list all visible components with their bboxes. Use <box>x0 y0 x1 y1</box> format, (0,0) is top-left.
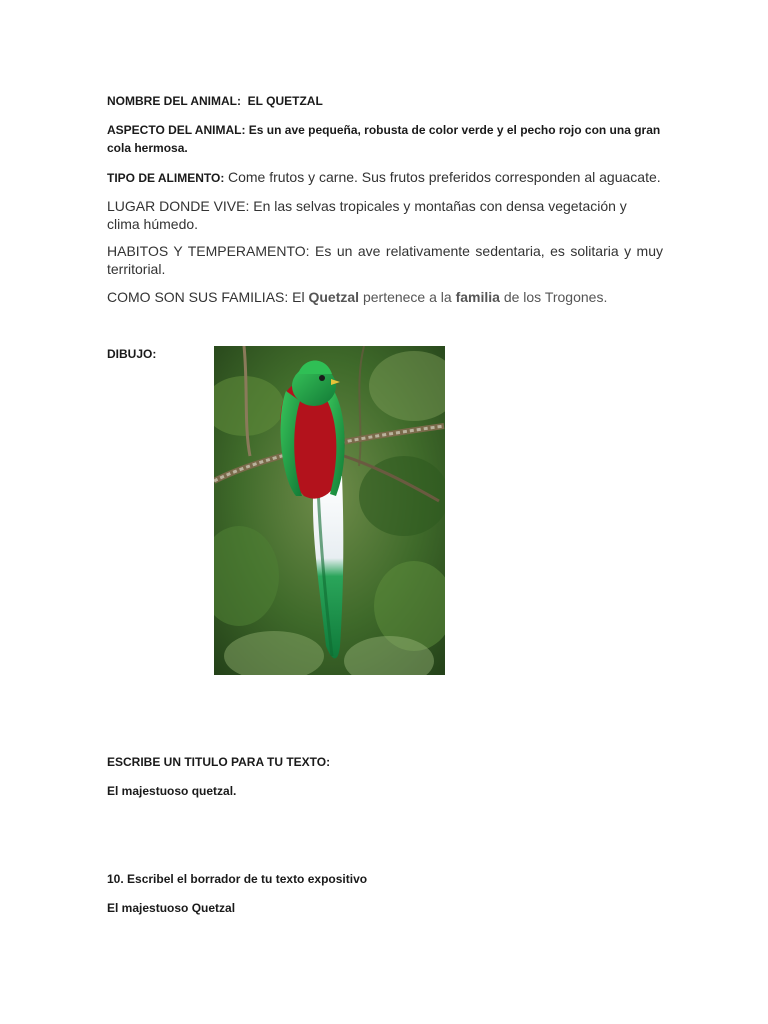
habits-field: HABITOS Y TEMPERAMENTO: Es un ave relativamente sedentaria, es solitaria y muy territorial. <box>107 243 663 277</box>
drawing-label: DIBUJO: <box>107 347 157 361</box>
family-text-mid: pertenece a la <box>362 289 452 305</box>
family-field <box>107 288 663 306</box>
title-answer: El majestuoso quetzal. <box>107 784 237 798</box>
draft-label: 10. Escribel el borrador de tu texto expositivo <box>107 872 368 886</box>
family-label: COMO SON SUS FAMILIAS: El <box>107 289 305 305</box>
animal-appearance-label: ASPECTO DEL ANIMAL: <box>107 123 246 137</box>
food-type-value: Come frutos y carne. Sus frutos preferidos corresponden al aguacate. <box>227 169 661 185</box>
family-word-quetzal: Quetzal <box>308 289 360 305</box>
animal-name-label: NOMBRE DEL ANIMAL: <box>107 94 241 108</box>
habitat-field: LUGAR DONDE VIVE: En las selvas tropicales y montañas con densa vegetación y clima húmedo. <box>107 198 627 232</box>
animal-name-field <box>107 92 663 110</box>
family-word-familia: familia <box>455 289 500 305</box>
animal-appearance-field <box>107 121 663 157</box>
food-type-field <box>107 168 663 187</box>
quetzal-photo <box>214 346 445 675</box>
draft-answer: El majestuoso Quetzal <box>107 901 236 915</box>
animal-name-value: EL QUETZAL <box>247 94 323 108</box>
food-type-label: TIPO DE ALIMENTO: <box>107 171 225 185</box>
animal-appearance-value: Es un ave pequeña, robusta de color verde y el pecho rojo con una gran cola hermosa. <box>107 123 661 155</box>
write-title-label: ESCRIBE UN TITULO PARA TU TEXTO: <box>107 755 331 769</box>
family-text-end: de los Trogones. <box>503 289 608 305</box>
